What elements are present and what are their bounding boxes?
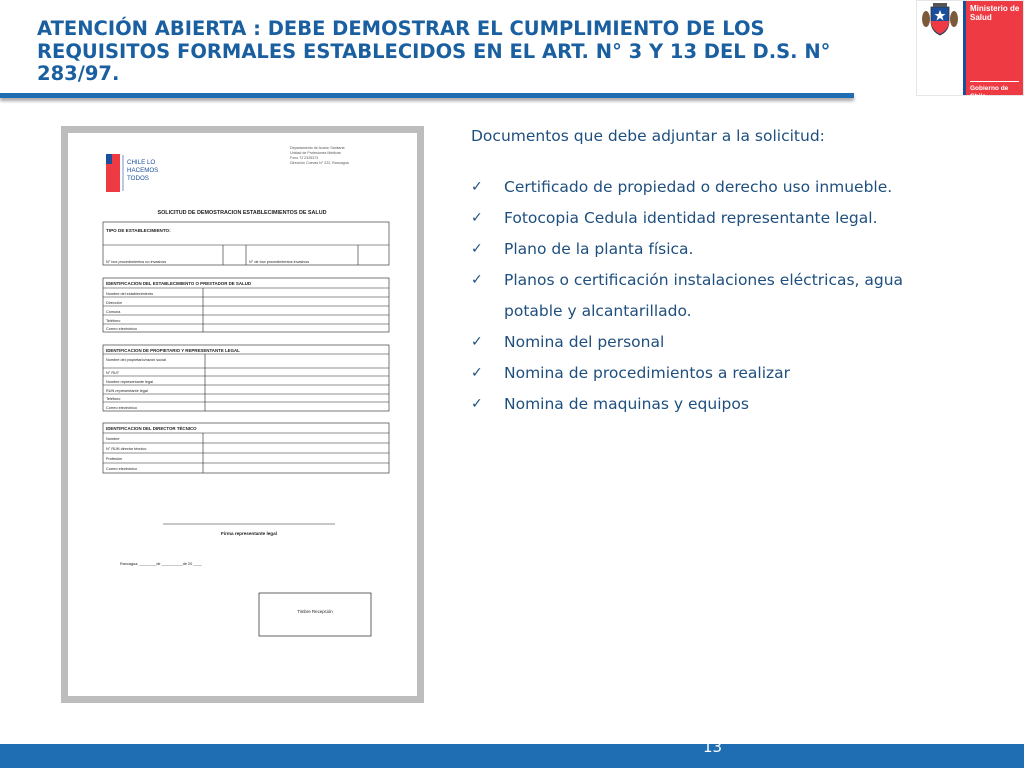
section-director-title: IDENTIFICACION DEL DIRECTOR TÉCNICO	[106, 426, 197, 431]
form-logo-text-3: TODOS	[127, 175, 149, 182]
section-director-row-4: Correo electrónico	[106, 467, 138, 471]
tipo-establecimiento-label: TIPO DE ESTABLECIMIENTO:	[106, 228, 171, 233]
box-invasivos-label: N° de box procedimientos invasivos	[249, 260, 310, 264]
section-director-row-2: N° RUN director técnico	[106, 447, 147, 451]
section-establecimiento-row-1: Nombre del establecimiento	[106, 292, 154, 296]
signature-label: Firma representante legal	[221, 531, 277, 536]
stamp-label: Timbre Recepción	[297, 609, 333, 614]
stamp-box	[259, 593, 371, 636]
section-establecimiento-title: IDENTIFICACION DEL ESTABLECIMIENTO O PRESTADOR DE SALUD	[106, 281, 252, 286]
section-propietario-row-3: Nombre representante legal	[106, 380, 154, 384]
section-establecimiento-row-5: Correo electrónico	[106, 327, 138, 331]
section-propietario-border	[103, 345, 389, 411]
logo-footer: Gobierno de Chile	[970, 85, 1009, 100]
page-number: 13	[703, 738, 723, 756]
checklist-item-text: Certificado de propiedad o derecho uso inmueble.	[504, 178, 893, 196]
checklist-item	[471, 327, 941, 358]
form-header-line-1: Departamento de Acción Sanitaria	[290, 146, 345, 150]
logo-line-2: Salud	[970, 13, 992, 22]
section-propietario-row-1: Nombre del propietario/razón social	[106, 358, 166, 362]
form-logo-mark-red	[112, 154, 120, 164]
footer-bar	[0, 744, 1024, 768]
box-no-invasivos-label: N° box procedimientos no invasivos	[106, 260, 167, 264]
form-header-line-4: Dirección Cuevas N° 222, Rancagua	[290, 161, 349, 165]
checklist-item	[471, 172, 941, 203]
checklist-item	[471, 203, 941, 234]
section-propietario-row-2: N° RUT	[106, 371, 120, 375]
checklist-item-text: Nomina del personal	[504, 333, 665, 351]
section-propietario-table	[103, 345, 389, 411]
checkmark-icon: ✓	[471, 334, 483, 350]
section-propietario-row-6: Correo electrónico	[106, 406, 138, 410]
form-logo-base	[106, 164, 120, 192]
checkmark-icon: ✓	[471, 241, 483, 257]
form-header-line-3: Fono 72 2335373	[290, 156, 319, 160]
checklist-item-text: Planos o certificación instalaciones eléctricas, agua potable y alcantarillado.	[504, 271, 904, 320]
form-logo-text-2: HACEMOS	[127, 167, 159, 174]
section-director-row-3: Profesión	[106, 457, 123, 461]
section-propietario-row-4: RUN representante legal	[106, 389, 148, 393]
coat-of-arms-icon	[917, 1, 963, 95]
ministry-logo	[916, 0, 1024, 100]
section-propietario-title: IDENTIFICACION DE PROPIETARIO Y REPRESENTANTE LEGAL	[106, 348, 240, 353]
section-establecimiento-row-2: Dirección	[106, 301, 122, 305]
checklist-item	[471, 358, 941, 389]
section-propietario-row-5: Teléfono	[106, 397, 121, 401]
form-document	[68, 133, 417, 696]
checklist-item-text: Plano de la planta física.	[504, 240, 694, 258]
checklist-item-text: Nomina de maquinas y equipos	[504, 395, 749, 413]
logo-line-1: Ministerio de	[970, 4, 1020, 13]
logo-divider	[970, 81, 1019, 82]
documents-heading: Documentos que debe adjuntar a la solicitud:	[471, 127, 825, 145]
section-establecimiento-table	[103, 278, 389, 332]
title-underline	[0, 93, 854, 98]
checkmark-icon: ✓	[471, 179, 483, 195]
documents-checklist	[471, 172, 941, 420]
slide-title: ATENCIÓN ABIERTA : DEBE DEMOSTRAR EL CUMPLIMIENTO DE LOS REQUISITOS FORMALES ESTABLECIDOS EN EL ART. N° 3 Y 13 DEL D.S. N° 283/97.	[37, 17, 831, 85]
logo-red-panel	[963, 1, 1023, 100]
form-title: SOLICITUD DE DEMOSTRACION ESTABLECIMIENTOS DE SALUD	[157, 210, 327, 216]
section-establecimiento-row-3: Comuna	[106, 310, 121, 314]
checkmark-icon: ✓	[471, 365, 483, 381]
form-document-page	[68, 133, 417, 696]
form-header-line-2: Unidad de Profesiones Médicas	[290, 151, 341, 155]
form-logo-mark	[106, 154, 112, 164]
date-line: Rancagua, ________de __________de 20 ____	[120, 562, 202, 566]
checkmark-icon: ✓	[471, 272, 483, 288]
checklist-item-text: Fotocopia Cedula identidad representante legal.	[504, 209, 878, 227]
form-logo-text-1: CHILE LO	[127, 159, 156, 166]
checklist-item	[471, 234, 941, 265]
checkmark-icon: ✓	[471, 396, 483, 412]
checkmark-icon: ✓	[471, 210, 483, 226]
section-director-row-1: Nombre	[106, 437, 120, 441]
checklist-item	[471, 389, 941, 420]
form-document-frame	[61, 126, 424, 703]
section-establecimiento-row-4: Teléfono	[106, 319, 121, 323]
form-logo	[106, 154, 158, 192]
checklist-item-text: Nomina de procedimientos a realizar	[504, 364, 791, 382]
checklist-item	[471, 265, 941, 327]
